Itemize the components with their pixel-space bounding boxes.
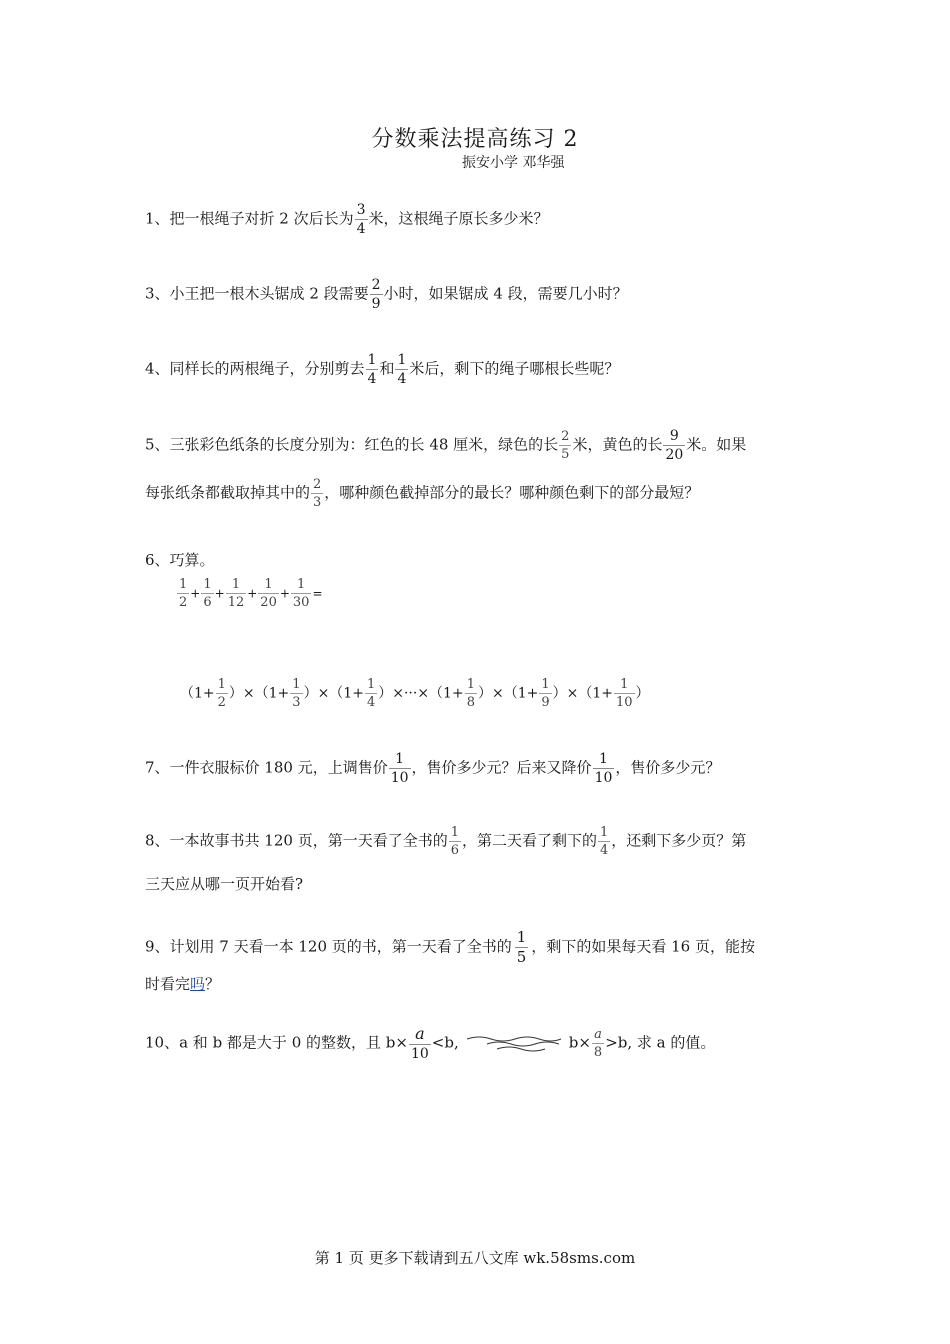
q4-text-c: 米后，剩下的绳子哪根长些呢？: [409, 359, 620, 378]
question-6-label: 6、巧算。: [145, 551, 215, 569]
q6-e1-fraction-4: $\frac{1}{20}$: [260, 577, 277, 610]
q3-fraction: $\frac{2}{9}$: [371, 277, 381, 312]
q9-text-a: 9、计划用 7 天看一本 120 页的书，第一天看了全书的: [145, 937, 512, 956]
question-10: [145, 1026, 715, 1061]
q6-e2-fraction-3: $\frac{1}{4}$: [366, 677, 376, 710]
q10-text-d: >b, 求 a 的值。: [605, 1033, 716, 1052]
question-3: [145, 278, 628, 311]
q10-fraction-1: $\frac{a}{10}$: [410, 1024, 429, 1062]
q10-text-a: 10、a 和 b 都是大于 0 的整数，且 b×: [145, 1033, 408, 1052]
q5-text-b: 米，黄色的长: [572, 435, 663, 454]
q6-e1-fraction-3: $\frac{1}{12}$: [227, 577, 245, 610]
q4-text-b: 和: [379, 359, 395, 378]
q9-fraction: $\frac{1}{5}$: [516, 928, 527, 966]
q10-text-c: b×: [568, 1033, 591, 1052]
q5-text-e: ，哪种颜色截掉部分的最长？哪种颜色剩下的部分最短？: [324, 483, 700, 502]
q5-fraction-1: $\frac{2}{5}$: [561, 429, 570, 462]
q5-fraction-3: $\frac{2}{3}$: [313, 477, 322, 510]
q5-fraction-2: $\frac{9}{20}$: [665, 428, 684, 463]
q7-fraction-2: $\frac{1}{10}$: [594, 751, 613, 786]
q4-fraction-1: $\frac{1}{4}$: [367, 352, 377, 387]
q7-text-c: ，售价多少元？: [615, 758, 721, 777]
question-4: [145, 353, 619, 386]
q8-text-c: ，还剩下多少页？第: [611, 831, 747, 850]
q1-text-b: 米，这根绳子原长多少米？: [368, 209, 549, 228]
page-title: 分数乘法提高练习 2: [371, 127, 579, 152]
q9-text-b: ，剩下的如果每天看 16 页，能按: [531, 937, 755, 956]
q6-e1-fraction-5: $\frac{1}{30}$: [292, 577, 310, 610]
q4-fraction-2: $\frac{1}{4}$: [397, 352, 407, 387]
question-8-line-1: [145, 826, 746, 857]
question-1: [145, 203, 549, 236]
q4-text-a: 4、同样长的两根绳子，分别剪去: [145, 359, 365, 378]
question-5-line-1: [145, 429, 746, 462]
q7-text-a: 7、一件衣服标价 180 元，上调售价: [145, 758, 388, 777]
q6-e2-fraction-5: $\frac{1}{9}$: [541, 677, 550, 710]
author-line: 振安小学 邓华强: [462, 155, 565, 171]
question-8-line-2: 三天应从哪一页开始看?: [145, 875, 304, 893]
squiggle-decoration: [465, 1033, 563, 1055]
q6-e2-fraction-4: $\frac{1}{8}$: [466, 677, 475, 710]
q1-fraction: $\frac{3}{4}$: [356, 202, 366, 237]
q7-text-b: ，售价多少元？后来又降价: [411, 758, 592, 777]
q10-fraction-2: $\frac{a}{8}$: [593, 1027, 603, 1060]
q7-fraction-1: $\frac{1}{10}$: [390, 751, 409, 786]
q9-link[interactable]: 吗: [190, 975, 206, 993]
question-7: [145, 752, 720, 785]
q5-text-c: 米。如果: [686, 435, 747, 454]
question-6-expression-1: $\frac{1}{2}$ + $\frac{1}{6}$ + $\frac{1}{12}$ + $\frac{1}{20}$ + $\frac{1}{30}$ =: [179, 577, 323, 610]
q1-text-a: 1、把一根绳子对折 2 次后长为: [145, 209, 354, 228]
q6-e1-fraction-1: $\frac{1}{2}$: [179, 577, 188, 610]
q8-fraction-1: $\frac{1}{6}$: [450, 825, 459, 858]
q6-e2-fraction-6: $\frac{1}{10}$: [616, 677, 633, 710]
q8-fraction-2: $\frac{1}{4}$: [600, 825, 609, 858]
q5-text-d: 每张纸条都截取掉其中的: [145, 483, 311, 502]
q10-text-b: <b,: [431, 1033, 459, 1052]
q6-e2-fraction-1: $\frac{1}{2}$: [217, 677, 226, 710]
q3-text-a: 3、小王把一根木头锯成 2 段需要: [145, 284, 369, 303]
question-6-expression-2: （1+ $\frac{1}{2}$ ）×（1+ $\frac{1}{3}$ ）×（1+ $\frac{1}{4}$ ）×···×（1+ $\frac{1}{8}$ ）×（1+ $\frac{1}{9}$ ）×（1+ $\frac{1}{10}$ ）: [180, 677, 650, 710]
question-9-line-1: [145, 930, 755, 965]
page-footer: 第 1 页 更多下载请到五八文库 wk.58sms.com: [314, 1249, 636, 1267]
q8-text-a: 8、一本故事书共 120 页，第一天看了全书的: [145, 831, 448, 850]
q6-e1-fraction-2: $\frac{1}{6}$: [203, 577, 212, 610]
question-5-line-2: [145, 478, 699, 509]
q6-e2-fraction-2: $\frac{1}{3}$: [292, 677, 301, 710]
question-9-line-2: 时看完吗？: [145, 975, 221, 993]
q3-text-b: 小时，如果锯成 4 段，需要几小时？: [383, 284, 628, 303]
q5-text-a: 5、三张彩色纸条的长度分别为：红色的长 48 厘米，绿色的长: [145, 435, 559, 454]
q8-text-b: ，第二天看了剩下的: [462, 831, 598, 850]
